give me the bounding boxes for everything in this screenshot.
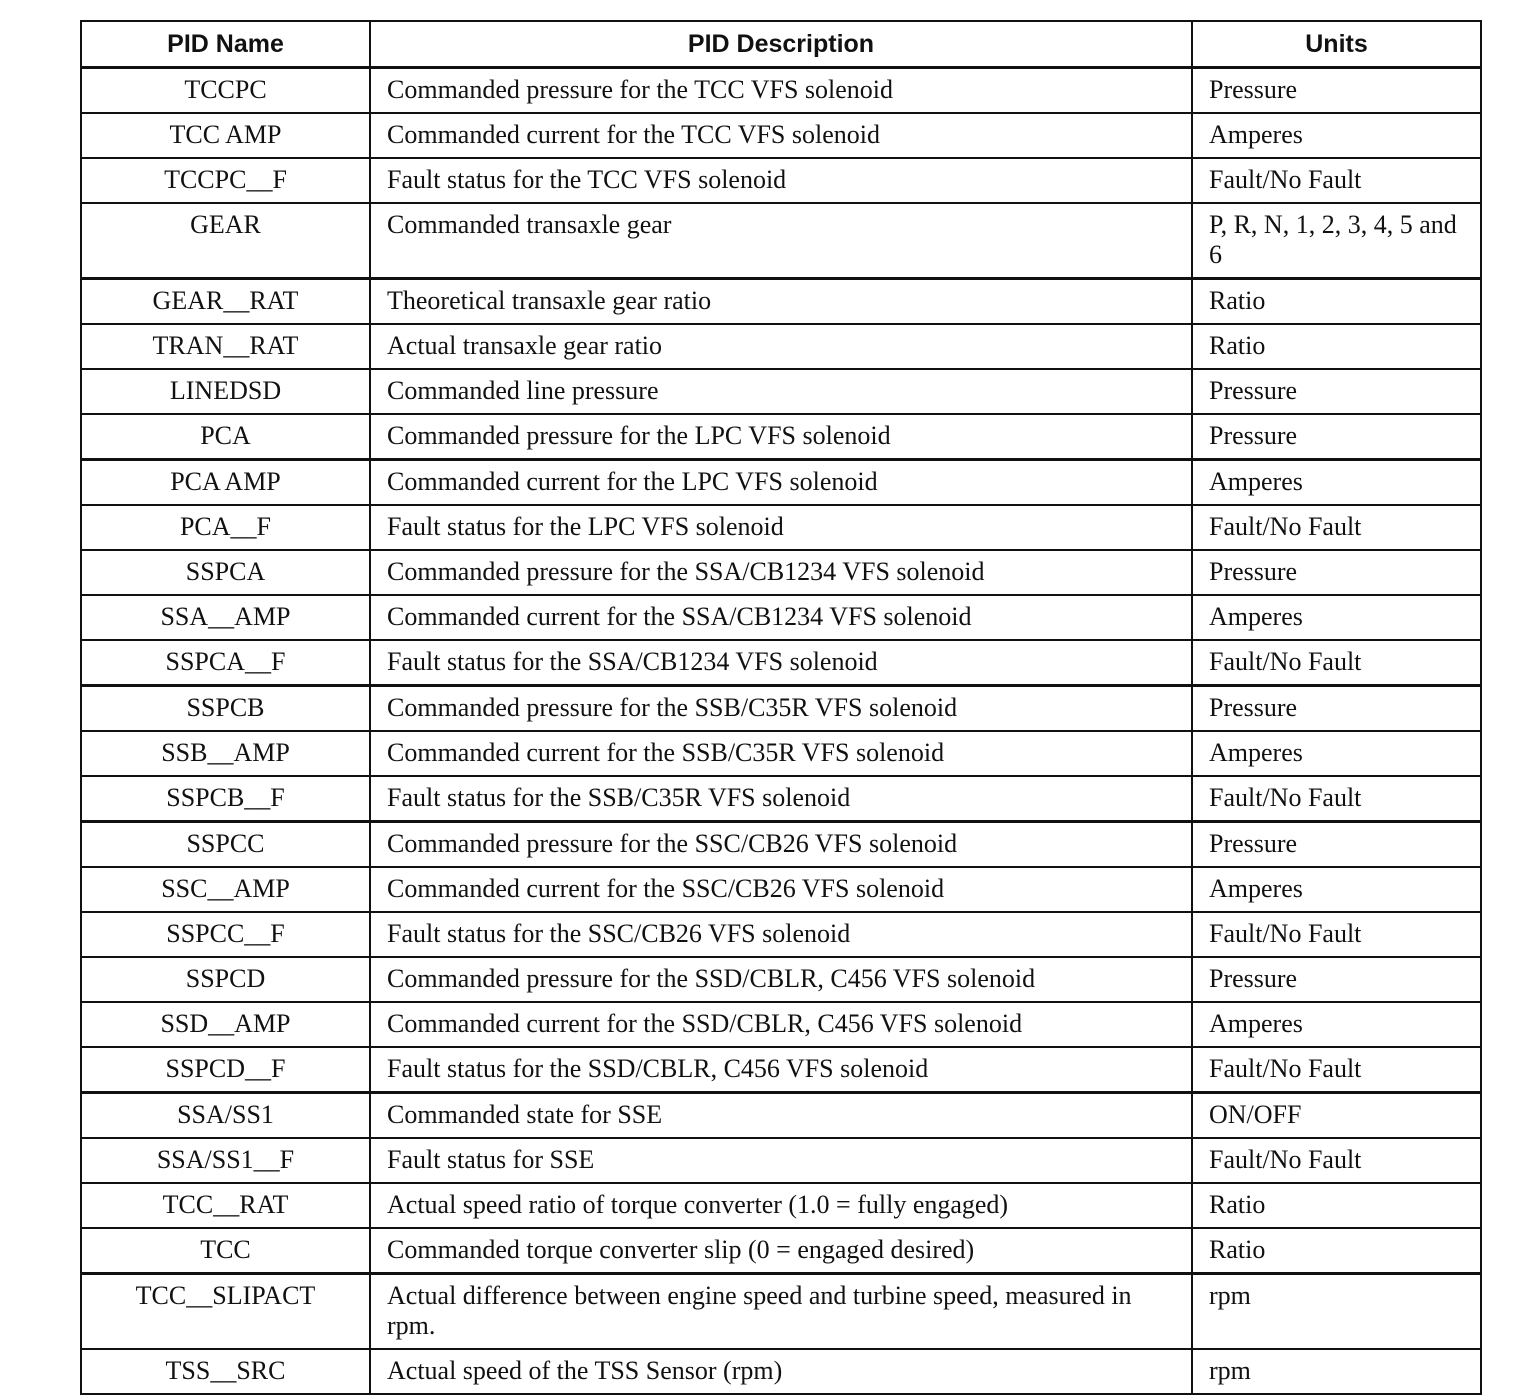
table-row — [81, 1093, 1481, 1139]
units-cell: Ratio — [1192, 279, 1481, 325]
pid-name-cell: TRAN__RAT — [81, 324, 370, 369]
table-row — [81, 1274, 1481, 1350]
units-cell: rpm — [1192, 1349, 1481, 1394]
pid-name-cell: TCC — [81, 1228, 370, 1274]
units-cell: Ratio — [1192, 324, 1481, 369]
pid-name-cell: SSB__AMP — [81, 731, 370, 776]
pid-name-cell: SSA__AMP — [81, 595, 370, 640]
pid-name-cell: PCA AMP — [81, 460, 370, 506]
table-row — [81, 505, 1481, 550]
pid-name-cell: LINEDSD — [81, 369, 370, 414]
header-pid-name: PID Name — [81, 21, 370, 68]
units-cell: Pressure — [1192, 686, 1481, 732]
pid-name-cell: SSPCD__F — [81, 1047, 370, 1093]
units-cell: Amperes — [1192, 867, 1481, 912]
pid-name-cell: SSA/SS1 — [81, 1093, 370, 1139]
table-row — [81, 369, 1481, 414]
pid-name-cell: TCCPC__F — [81, 158, 370, 203]
pid-name-cell: PCA — [81, 414, 370, 460]
table-row — [81, 1228, 1481, 1274]
units-cell: Pressure — [1192, 550, 1481, 595]
pid-description-cell: Commanded state for SSE — [370, 1093, 1192, 1139]
units-cell: Ratio — [1192, 1183, 1481, 1228]
pid-description-cell: Actual speed ratio of torque converter (1.0 = fully engaged) — [370, 1183, 1192, 1228]
pid-name-cell: SSPCC__F — [81, 912, 370, 957]
pid-table — [80, 20, 1482, 1395]
pid-name-cell: GEAR__RAT — [81, 279, 370, 325]
pid-description-cell: Commanded pressure for the LPC VFS solenoid — [370, 414, 1192, 460]
pid-name-cell: TCC AMP — [81, 113, 370, 158]
units-cell: Amperes — [1192, 113, 1481, 158]
table-row — [81, 550, 1481, 595]
pid-description-cell: Commanded pressure for the SSB/C35R VFS solenoid — [370, 686, 1192, 732]
header-row — [81, 21, 1481, 68]
table-row — [81, 1002, 1481, 1047]
pid-description-cell: Actual transaxle gear ratio — [370, 324, 1192, 369]
table-row — [81, 957, 1481, 1002]
units-cell: Pressure — [1192, 414, 1481, 460]
pid-name-cell: SSPCA__F — [81, 640, 370, 686]
units-cell: ON/OFF — [1192, 1093, 1481, 1139]
pid-name-cell: SSPCC — [81, 822, 370, 868]
units-cell: Pressure — [1192, 957, 1481, 1002]
pid-description-cell: Fault status for the SSB/C35R VFS solenoid — [370, 776, 1192, 822]
pid-name-cell: SSPCA — [81, 550, 370, 595]
units-cell: Pressure — [1192, 68, 1481, 114]
pid-description-cell: Fault status for SSE — [370, 1138, 1192, 1183]
pid-description-cell: Commanded transaxle gear — [370, 203, 1192, 279]
table-row — [81, 113, 1481, 158]
table-row — [81, 912, 1481, 957]
units-cell: Fault/No Fault — [1192, 158, 1481, 203]
pid-name-cell: SSC__AMP — [81, 867, 370, 912]
pid-name-cell: GEAR — [81, 203, 370, 279]
pid-name-cell: SSPCB__F — [81, 776, 370, 822]
table-row — [81, 822, 1481, 868]
pid-description-cell: Commanded current for the TCC VFS solenoid — [370, 113, 1192, 158]
pid-name-cell: PCA__F — [81, 505, 370, 550]
pid-name-cell: TCCPC — [81, 68, 370, 114]
header-pid-description: PID Description — [370, 21, 1192, 68]
units-cell: Ratio — [1192, 1228, 1481, 1274]
units-cell: Fault/No Fault — [1192, 1047, 1481, 1093]
units-cell: Fault/No Fault — [1192, 505, 1481, 550]
units-cell: Fault/No Fault — [1192, 776, 1481, 822]
units-cell: P, R, N, 1, 2, 3, 4, 5 and 6 — [1192, 203, 1481, 279]
units-cell: Amperes — [1192, 731, 1481, 776]
units-cell: Amperes — [1192, 1002, 1481, 1047]
pid-description-cell: Commanded pressure for the SSA/CB1234 VFS solenoid — [370, 550, 1192, 595]
units-cell: Amperes — [1192, 595, 1481, 640]
table-row — [81, 158, 1481, 203]
units-cell: Fault/No Fault — [1192, 640, 1481, 686]
table-row — [81, 686, 1481, 732]
pid-name-cell: SSPCB — [81, 686, 370, 732]
pid-description-cell: Commanded line pressure — [370, 369, 1192, 414]
header-units: Units — [1192, 21, 1481, 68]
units-cell: Pressure — [1192, 369, 1481, 414]
table-row — [81, 203, 1481, 279]
table-row — [81, 1349, 1481, 1394]
table-row — [81, 324, 1481, 369]
pid-name-cell: SSPCD — [81, 957, 370, 1002]
units-cell: Fault/No Fault — [1192, 1138, 1481, 1183]
pid-description-cell: Fault status for the SSC/CB26 VFS solenoid — [370, 912, 1192, 957]
table-row — [81, 414, 1481, 460]
pid-name-cell: SSA/SS1__F — [81, 1138, 370, 1183]
table-row — [81, 640, 1481, 686]
pid-name-cell: TCC__RAT — [81, 1183, 370, 1228]
pid-description-cell: Fault status for the SSA/CB1234 VFS solenoid — [370, 640, 1192, 686]
table-row — [81, 867, 1481, 912]
units-cell: rpm — [1192, 1274, 1481, 1350]
pid-description-cell: Commanded current for the SSB/C35R VFS solenoid — [370, 731, 1192, 776]
units-cell: Amperes — [1192, 460, 1481, 506]
pid-name-cell: TCC__SLIPACT — [81, 1274, 370, 1350]
pid-description-cell: Commanded current for the LPC VFS solenoid — [370, 460, 1192, 506]
pid-description-cell: Actual difference between engine speed and turbine speed, measured in rpm. — [370, 1274, 1192, 1350]
table-row — [81, 460, 1481, 506]
pid-description-cell: Fault status for the TCC VFS solenoid — [370, 158, 1192, 203]
pid-description-cell: Fault status for the LPC VFS solenoid — [370, 505, 1192, 550]
pid-description-cell: Commanded pressure for the SSD/CBLR, C456 VFS solenoid — [370, 957, 1192, 1002]
pid-description-cell: Commanded torque converter slip (0 = engaged desired) — [370, 1228, 1192, 1274]
pid-description-cell: Commanded current for the SSC/CB26 VFS solenoid — [370, 867, 1192, 912]
table-row — [81, 595, 1481, 640]
table-row — [81, 1138, 1481, 1183]
table-row — [81, 731, 1481, 776]
pid-name-cell: TSS__SRC — [81, 1349, 370, 1394]
pid-description-cell: Commanded pressure for the SSC/CB26 VFS solenoid — [370, 822, 1192, 868]
units-cell: Pressure — [1192, 822, 1481, 868]
units-cell: Fault/No Fault — [1192, 912, 1481, 957]
table-row — [81, 279, 1481, 325]
pid-description-cell: Fault status for the SSD/CBLR, C456 VFS solenoid — [370, 1047, 1192, 1093]
pid-description-cell: Actual speed of the TSS Sensor (rpm) — [370, 1349, 1192, 1394]
table-row — [81, 68, 1481, 114]
pid-name-cell: SSD__AMP — [81, 1002, 370, 1047]
table-row — [81, 776, 1481, 822]
pid-description-cell: Commanded current for the SSA/CB1234 VFS solenoid — [370, 595, 1192, 640]
pid-description-cell: Commanded current for the SSD/CBLR, C456 VFS solenoid — [370, 1002, 1192, 1047]
table-body — [81, 68, 1481, 1395]
table-row — [81, 1183, 1481, 1228]
pid-description-cell: Commanded pressure for the TCC VFS solenoid — [370, 68, 1192, 114]
table-row — [81, 1047, 1481, 1093]
pid-description-cell: Theoretical transaxle gear ratio — [370, 279, 1192, 325]
